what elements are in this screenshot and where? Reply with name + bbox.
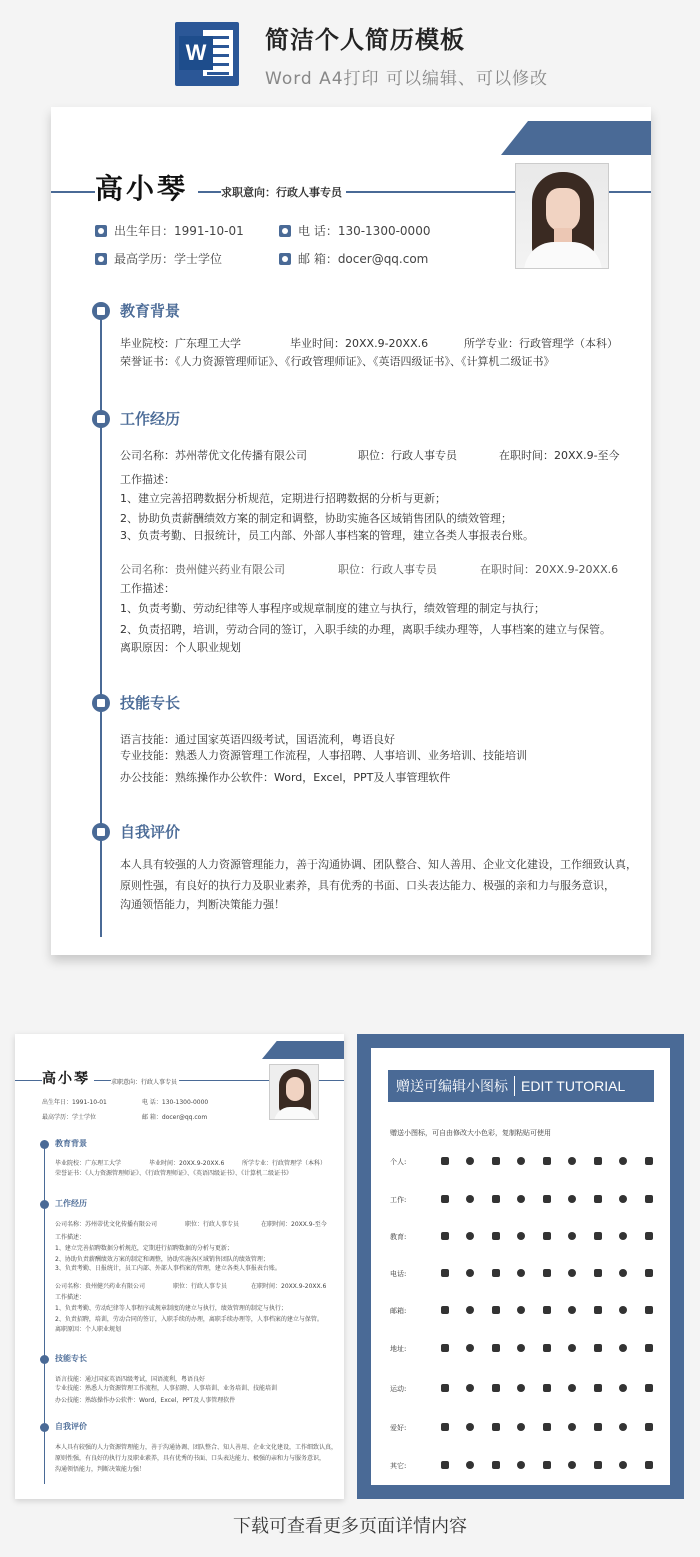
graduation-cap-icon xyxy=(40,1140,49,1149)
thumb-line: 语言技能：通过国家英语四级考试，国语流利，粤语良好 xyxy=(55,1376,206,1383)
self-eval-line: 本人具有较强的人力资源管理能力，善于沟通协调、团队整合、知人善用、企业文化建设，工作细致认真， xyxy=(120,858,637,871)
thumb-birth: 出生年日：1991-10-01 xyxy=(42,1099,107,1106)
thumb-email: 邮 箱：docer@qq.com xyxy=(142,1114,208,1121)
mail-icon xyxy=(611,1306,637,1316)
phone-icon xyxy=(458,1269,484,1279)
game-icon xyxy=(458,1423,484,1433)
headphones-icon xyxy=(483,1423,509,1433)
phone-icon xyxy=(432,1269,458,1279)
book-icon xyxy=(432,1232,458,1242)
phone-icon xyxy=(585,1269,611,1279)
thumb-line: 办公技能：熟练操作办公软件：Word，Excel，PPT及人事管理软件 xyxy=(55,1397,236,1404)
pen-icon xyxy=(534,1195,560,1205)
thumb-line: 职位：行政人事专员 xyxy=(185,1221,240,1228)
self-eval-line: 原则性强，有良好的执行力及职业素养，具有优秀的书面、口头表达能力、极强的亲和力与服务意识， xyxy=(120,879,615,892)
thumb-line: 离职原因：个人职业规划 xyxy=(55,1326,122,1333)
work1-desc-label: 工作描述： xyxy=(120,473,175,486)
work1-item: 2、协助负责薪酬绩效方案的制定和调整，协助实施各区域销售团队的绩效管理； xyxy=(120,512,512,525)
icon-row-label: 地址: xyxy=(390,1345,407,1353)
birth-text: 出生年日：1991-10-01 xyxy=(114,224,244,238)
phone-icon xyxy=(483,1269,509,1279)
banner-subtitle: Word A4打印 可以编辑、可以修改 xyxy=(265,69,548,89)
swim-icon xyxy=(611,1384,637,1394)
pen-icon xyxy=(483,1195,509,1205)
icon-row-sport xyxy=(390,1384,662,1394)
calendar-icon xyxy=(95,225,107,237)
work1-company: 公司名称：苏州蒂优文化传播有限公司 xyxy=(120,449,307,462)
thumb-line: 毕业院校：广东理工大学 xyxy=(55,1160,122,1167)
book-icon xyxy=(40,1423,49,1432)
graduation-cap-icon xyxy=(483,1232,509,1242)
graduation-cap-icon xyxy=(509,1232,535,1242)
user-icon xyxy=(432,1157,458,1167)
icons-panel xyxy=(357,1034,684,1499)
word-letter: W xyxy=(179,36,213,70)
ski-icon xyxy=(458,1384,484,1394)
work1-item: 1、建立完善招聘数据分析规范，定期进行招聘数据的分析与更新； xyxy=(120,492,446,505)
icon-row-email xyxy=(390,1306,662,1316)
mail-icon xyxy=(585,1306,611,1316)
document-icon xyxy=(585,1195,611,1205)
film-icon xyxy=(636,1423,662,1433)
game-icon xyxy=(585,1423,611,1433)
location-icon xyxy=(534,1344,560,1354)
icons-note: 赠送小图标，可自由修改大小色彩，复制粘贴可使用 xyxy=(390,1129,551,1137)
phone-icon xyxy=(560,1269,586,1279)
graduation-cap-icon xyxy=(92,302,110,320)
corner-decoration xyxy=(501,121,651,155)
basketball-icon xyxy=(534,1384,560,1394)
location-icon xyxy=(458,1344,484,1354)
self-eval-line: 沟通领悟能力，判断决策能力强！ xyxy=(120,898,285,911)
books-icon xyxy=(560,1232,586,1242)
thumb-line: 2、负责招聘，培训，劳动合同的签订，入职手续的办理，离职手续办理等，人事档案的建立与保管。 xyxy=(55,1316,323,1323)
icon-row-label: 邮箱: xyxy=(390,1307,407,1315)
mail-icon xyxy=(458,1306,484,1316)
icon-row-phone xyxy=(390,1269,662,1279)
books-icon xyxy=(534,1232,560,1242)
location-icon xyxy=(483,1344,509,1354)
thumb-line: 在职时间：20XX.9-20XX.6 xyxy=(251,1283,327,1290)
gear-icon xyxy=(92,694,110,712)
icon-row-other xyxy=(390,1461,662,1471)
mail-icon xyxy=(560,1306,586,1316)
email-text: 邮 箱：docer@qq.com xyxy=(298,252,429,266)
email-info xyxy=(279,250,428,267)
briefcase-icon xyxy=(458,1195,484,1205)
thumb-line: 1、负责考勤、劳动纪律等人事程序或规章制度的建立与执行，绩效管理的制定与执行； xyxy=(55,1305,287,1312)
person-icon xyxy=(509,1461,535,1471)
banner-title: 简洁个人简历模板 xyxy=(265,26,465,54)
phone-icon xyxy=(279,225,291,237)
work1-position: 职位：行政人事专员 xyxy=(358,449,457,462)
icons-title-en: EDIT TUTORIAL xyxy=(521,1078,626,1094)
thumb-line: 工作描述： xyxy=(55,1234,86,1241)
section-title-skills: 技能专长 xyxy=(120,694,181,712)
mobile-icon xyxy=(611,1269,637,1279)
thumb-line: 公司名称：苏州蒂优文化传播有限公司 xyxy=(55,1221,158,1228)
football-icon xyxy=(509,1384,535,1394)
location-icon xyxy=(509,1344,535,1354)
thumb-sec-self: 自我评价 xyxy=(55,1422,87,1431)
word-icon xyxy=(175,22,239,86)
thumb-line: 原则性强，有良好的执行力及职业素养，具有优秀的书面、口头表达能力、极强的亲和力与服务意识， xyxy=(55,1455,326,1462)
location-icon xyxy=(560,1344,586,1354)
phone-icon xyxy=(636,1269,662,1279)
work2-item: 1、负责考勤、劳动纪律等人事程序或规章制度的建立与执行，绩效管理的制定与执行； xyxy=(120,602,545,615)
pen-icon xyxy=(560,1195,586,1205)
education-text: 最高学历：学士学位 xyxy=(114,252,223,266)
clock-icon xyxy=(458,1461,484,1471)
icons-title-cn: 赠送可编辑小图标 xyxy=(388,1076,515,1096)
icon-row-education xyxy=(390,1232,662,1242)
document-icon xyxy=(636,1461,662,1471)
icon-row-work xyxy=(390,1195,662,1205)
screen-icon xyxy=(636,1232,662,1242)
thumb-line: 职位：行政人事专员 xyxy=(173,1283,228,1290)
thumb-line: 2、协助负责薪酬绩效方案的制定和调整，协助实施各区域销售团队的绩效管理； xyxy=(55,1256,269,1263)
edu-school: 毕业院校：广东理工大学 xyxy=(120,337,241,350)
icon-row-label: 工作: xyxy=(390,1196,407,1204)
car-icon xyxy=(560,1461,586,1471)
corner-decoration xyxy=(262,1041,344,1059)
thumbnail-photo xyxy=(269,1064,319,1120)
cup-icon xyxy=(432,1461,458,1471)
books-icon xyxy=(585,1232,611,1242)
section-title-education: 教育背景 xyxy=(120,302,181,320)
briefcase-icon xyxy=(92,410,110,428)
thumb-name: 高小琴 xyxy=(42,1068,94,1088)
bicycle-icon xyxy=(432,1384,458,1394)
mail-icon xyxy=(509,1306,535,1316)
icons-panel-header xyxy=(388,1070,654,1102)
glasses-icon xyxy=(585,1384,611,1394)
work1-time: 在职时间：20XX.9-至今 xyxy=(499,449,620,462)
icon-row-personal xyxy=(390,1157,662,1167)
icon-row-label: 电话: xyxy=(390,1270,407,1278)
user-icon xyxy=(509,1157,535,1167)
job-intent: 求职意向：行政人事专员 xyxy=(221,184,346,200)
graduation-cap-icon xyxy=(458,1232,484,1242)
user-icon xyxy=(636,1157,662,1167)
skill-line: 语言技能：通过国家英语四级考试，国语流利，粤语良好 xyxy=(120,733,395,746)
thumb-sec-skills: 技能专长 xyxy=(55,1354,87,1363)
phone-icon xyxy=(509,1269,535,1279)
mail-icon xyxy=(432,1306,458,1316)
thumb-line: 公司名称：贵州健兴药业有限公司 xyxy=(55,1283,146,1290)
user-icon xyxy=(560,1157,586,1167)
thumb-line: 3、负责考勤、日报统计，员工内部、外部人事档案的管理，建立各类人事报表台账。 xyxy=(55,1265,281,1272)
user-icon xyxy=(611,1157,637,1167)
thumb-line: 所学专业：行政管理学（本科） xyxy=(242,1160,327,1167)
mail-icon xyxy=(483,1306,509,1316)
book-icon xyxy=(92,823,110,841)
plane-icon xyxy=(611,1423,637,1433)
icon-row-label: 爱好: xyxy=(390,1424,407,1432)
skill-line: 办公技能：熟练操作办公软件：Word，Excel，PPT及人事管理软件 xyxy=(120,771,451,784)
footer-text: 下载可查看更多页面详情内容 xyxy=(233,1516,467,1537)
thumb-intent: 求职意向：行政人事专员 xyxy=(111,1079,178,1086)
icons-panel-inner xyxy=(371,1048,670,1485)
phone-icon xyxy=(534,1269,560,1279)
user-icon xyxy=(458,1157,484,1167)
thumb-line: 1、建立完善招聘数据分析规范，定期进行招聘数据的分析与更新； xyxy=(55,1245,233,1252)
icon-row-label: 个人: xyxy=(390,1158,407,1166)
edu-time: 毕业时间：20XX.9-20XX.6 xyxy=(290,337,429,350)
phone-info xyxy=(279,222,430,239)
home-icon xyxy=(636,1344,662,1354)
header-banner xyxy=(0,0,700,95)
briefcase-icon xyxy=(40,1200,49,1209)
settings-icon xyxy=(611,1232,637,1242)
icon-row-label: 运动: xyxy=(390,1385,407,1393)
camera-icon xyxy=(534,1423,560,1433)
clock-icon xyxy=(483,1461,509,1471)
skill-line: 专业技能：熟悉人力资源管理工作流程，人事招聘、人事培训、业务培训、技能培训 xyxy=(120,749,527,762)
film-icon xyxy=(509,1423,535,1433)
volleyball-icon xyxy=(636,1384,662,1394)
icon-row-address xyxy=(390,1344,662,1354)
user-icon xyxy=(483,1157,509,1167)
icon-row-label: 教育: xyxy=(390,1233,407,1241)
profile-photo xyxy=(515,163,609,269)
briefcase-icon xyxy=(432,1195,458,1205)
graduation-icon xyxy=(95,253,107,265)
music-icon xyxy=(560,1423,586,1433)
thumb-line: 毕业时间：20XX.9-20XX.6 xyxy=(149,1160,225,1167)
gear-icon xyxy=(40,1355,49,1364)
user-icon xyxy=(585,1157,611,1167)
icon-row-hobby xyxy=(390,1423,662,1433)
icon-row-label: 其它: xyxy=(390,1462,407,1470)
mail-icon xyxy=(636,1306,662,1316)
home-icon xyxy=(611,1344,637,1354)
team-icon xyxy=(636,1195,662,1205)
headphones-icon xyxy=(611,1461,637,1471)
badminton-icon xyxy=(560,1384,586,1394)
resume-preview xyxy=(51,107,651,955)
user-icon xyxy=(534,1157,560,1167)
work2-reason: 离职原因：个人职业规划 xyxy=(120,641,241,654)
mail-icon xyxy=(534,1306,560,1316)
document-icon xyxy=(611,1195,637,1205)
thumb-timeline xyxy=(44,1144,45,1484)
work2-position: 职位：行政人事专员 xyxy=(338,563,437,576)
resume-name: 高小琴 xyxy=(95,167,198,207)
runner-icon xyxy=(483,1384,509,1394)
pen-icon xyxy=(509,1195,535,1205)
section-title-work: 工作经历 xyxy=(120,410,181,428)
thumb-line: 在职时间：20XX.9-至今 xyxy=(261,1221,327,1228)
edu-certs: 荣誉证书：《人力资源管理师证》、《行政管理师证》、《英语四级证书》、《计算机二级证书》 xyxy=(120,355,555,368)
thumb-line: 荣誉证书：《人力资源管理师证》、《行政管理师证》、《英语四级证书》、《计算机二级证书》 xyxy=(55,1170,293,1177)
thumb-sec-work: 工作经历 xyxy=(55,1199,87,1208)
thumb-sec-education: 教育背景 xyxy=(55,1139,87,1148)
thumb-phone: 电 话：130-1300-0000 xyxy=(142,1099,209,1106)
location-icon xyxy=(585,1344,611,1354)
birth-info xyxy=(95,222,244,239)
thumb-line: 工作描述： xyxy=(55,1294,86,1301)
work2-item: 2、负责招聘，培训，劳动合同的签订，入职手续的办理，离职手续办理等，人事档案的建立与保管。 xyxy=(120,623,611,636)
thumb-edu: 最高学历：学士学位 xyxy=(42,1114,97,1121)
work1-item: 3、负责考勤、日报统计，员工内部、外部人事档案的管理，建立各类人事报表台账。 xyxy=(120,529,534,542)
resume-thumbnail xyxy=(15,1034,344,1499)
edu-major: 所学专业：行政管理学（本科） xyxy=(464,337,618,350)
mail-icon xyxy=(279,253,291,265)
phone-text: 电 话：130-1300-0000 xyxy=(298,224,431,238)
education-info xyxy=(95,250,222,267)
work2-desc-label: 工作描述： xyxy=(120,582,175,595)
tv-icon xyxy=(432,1423,458,1433)
location-icon xyxy=(432,1344,458,1354)
thumb-line: 专业技能：熟悉人力资源管理工作流程，人事招聘、人事培训、业务培训、技能培训 xyxy=(55,1385,278,1392)
work2-company: 公司名称：贵州健兴药业有限公司 xyxy=(120,563,285,576)
flame-icon xyxy=(534,1461,560,1471)
plane-icon xyxy=(585,1461,611,1471)
thumb-line: 沟通领悟能力，判断决策能力强！ xyxy=(55,1466,146,1473)
section-title-self: 自我评价 xyxy=(120,823,181,841)
thumb-line: 本人具有较强的人力资源管理能力，善于沟通协调、团队整合、知人善用、企业文化建设，工作细致认真， xyxy=(55,1444,338,1451)
work2-time: 在职时间：20XX.9-20XX.6 xyxy=(480,563,619,576)
